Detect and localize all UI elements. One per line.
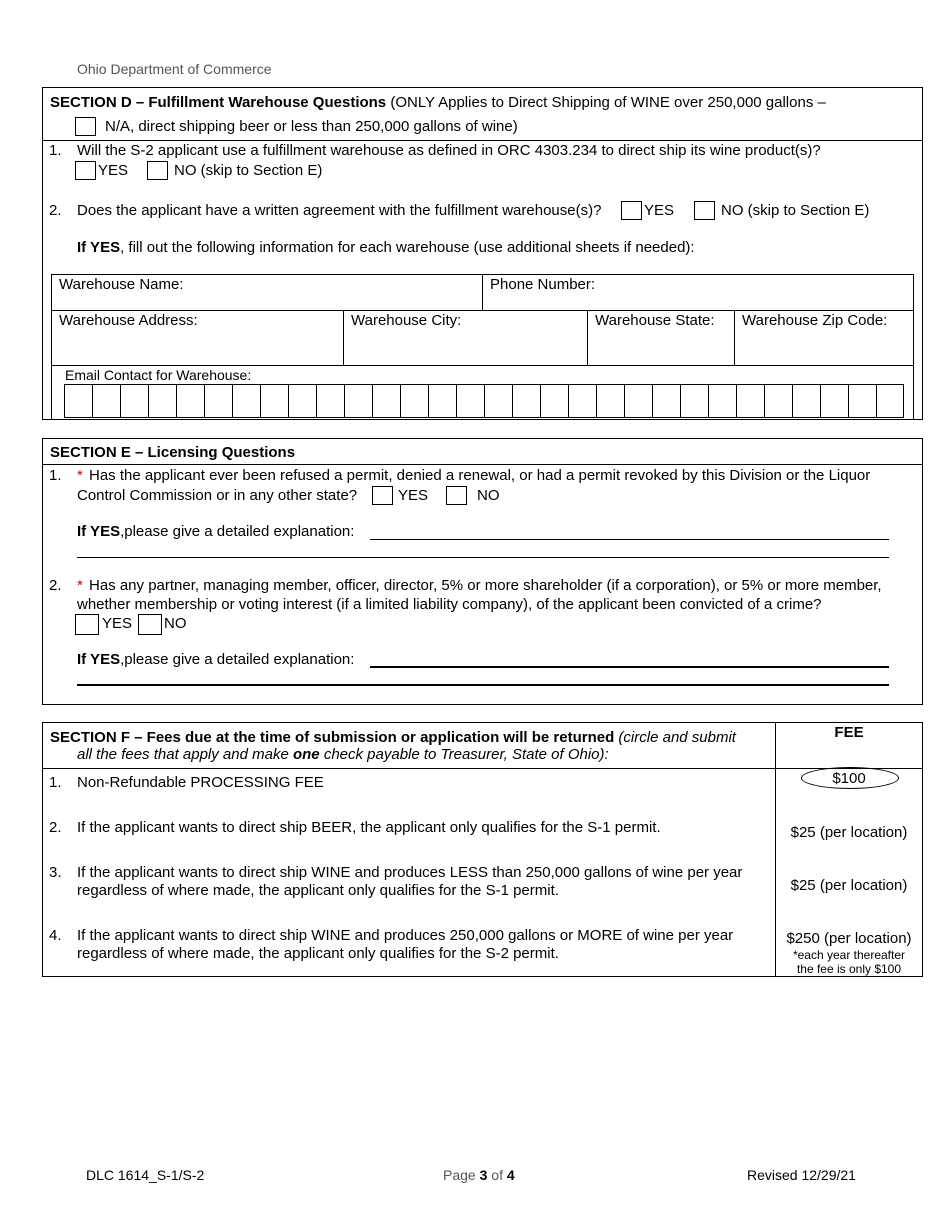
e-q1-text-2: Control Commission or in any other state? <box>77 487 358 504</box>
fee-row-number: 4. <box>49 927 62 944</box>
fee-row-description-2: regardless of where made, the applicant only qualifies for the S-1 permit. <box>77 882 559 899</box>
e-q2-yes-label: YES <box>102 615 133 632</box>
phone-number-field[interactable]: Phone Number: <box>490 276 596 293</box>
fee-amount[interactable]: $25 (per location) <box>790 824 908 841</box>
e-q2-yes-checkbox[interactable] <box>75 614 99 635</box>
e-q2-explain-line-2[interactable] <box>77 684 889 686</box>
fee-row-number: 3. <box>49 864 62 881</box>
form-id: DLC 1614_S-1/S-2 <box>86 1167 205 1183</box>
d-q2-yes-label: YES <box>644 202 675 219</box>
agency-name: Ohio Department of Commerce <box>77 61 272 77</box>
fee-row-description-2: regardless of where made, the applicant only qualifies for the S-2 permit. <box>77 945 559 962</box>
section-d-title: SECTION D – Fulfillment Warehouse Questions (ONLY Applies to Direct Shipping of WINE over 250,000 gallons – <box>50 94 826 111</box>
fee-row-description: If the applicant wants to direct ship WINE and produces 250,000 gallons or MORE of wine per year <box>77 927 734 944</box>
revised-date: Revised 12/29/21 <box>747 1167 856 1183</box>
e-q1-yes-label: YES <box>398 487 429 504</box>
email-contact-label: Email Contact for Warehouse: <box>65 367 252 383</box>
section-f-instruction: all the fees that apply and make one check payable to Treasurer, State of Ohio): <box>77 746 609 763</box>
fee-note-2: the fee is only $100 <box>796 962 902 976</box>
e-q1-no-label: NO <box>477 487 500 504</box>
warehouse-address-field[interactable]: Warehouse Address: <box>59 312 198 329</box>
warehouse-zip-field[interactable]: Warehouse Zip Code: <box>742 312 888 329</box>
warehouse-state-field[interactable]: Warehouse State: <box>595 312 715 329</box>
e-q2-text: Has any partner, managing member, officer, director, 5% or more shareholder (if a corporation), or 5% or more member, <box>89 577 882 594</box>
d-q1-yes-checkbox[interactable] <box>75 161 96 180</box>
e-q2-explain-label: If YES,please give a detailed explanation: <box>77 651 355 668</box>
e-q2-number: 2. <box>49 577 62 594</box>
e-q2-explain-line-1[interactable] <box>370 666 889 668</box>
e-q1-explain-line-2[interactable] <box>77 557 889 558</box>
d-q2-no-label: NO (skip to Section E) <box>721 202 870 219</box>
fee-note: *each year thereafter <box>792 948 906 962</box>
fee-row-description: Non-Refundable PROCESSING FEE <box>77 774 324 791</box>
d-q2-no-checkbox[interactable] <box>694 201 715 220</box>
fee-row-number: 1. <box>49 774 62 791</box>
fee-amount[interactable]: $250 (per location) <box>786 930 912 947</box>
d-q2-number: 2. <box>49 202 62 219</box>
d-q1-text: Will the S-2 applicant use a fulfillment warehouse as defined in ORC 4303.234 to direct ship its wine product(s)? <box>77 142 821 159</box>
page-number: Page 3 of 4 <box>443 1167 515 1183</box>
email-char-cells <box>64 384 904 417</box>
na-checkbox[interactable] <box>75 117 96 136</box>
e-q2-no-label: NO <box>164 615 187 632</box>
e-q1-explain-label: If YES,please give a detailed explanation: <box>77 523 355 540</box>
table-divider <box>482 274 483 310</box>
table-divider <box>587 310 588 365</box>
warehouse-name-field[interactable]: Warehouse Name: <box>59 276 184 293</box>
e-q2-text-2: whether membership or voting interest (if a limited liability company), of the applicant been convicted of a crime? <box>77 596 822 613</box>
d-q2-yes-checkbox[interactable] <box>621 201 642 220</box>
e-q2-no-checkbox[interactable] <box>138 614 162 635</box>
fee-amount[interactable]: $25 (per location) <box>790 877 908 894</box>
table-divider <box>51 310 914 311</box>
required-asterisk: * <box>77 467 83 484</box>
fee-header: FEE <box>834 724 864 741</box>
e-q1-no-checkbox[interactable] <box>446 486 467 505</box>
warehouse-city-field[interactable]: Warehouse City: <box>351 312 462 329</box>
d-q1-yes-label: YES <box>98 162 129 179</box>
divider <box>42 140 923 141</box>
fee-amount: $100 <box>832 770 866 787</box>
section-e-title: SECTION E – Licensing Questions <box>50 444 296 461</box>
d-q1-no-label: NO (skip to Section E) <box>174 162 323 179</box>
table-divider <box>343 310 344 365</box>
na-label: N/A, direct shipping beer or less than 250,000 gallons of wine) <box>105 118 518 135</box>
fee-row-number: 2. <box>49 819 62 836</box>
d-if-yes-instruction: If YES, fill out the following information for each warehouse (use additional sheets if needed): <box>77 239 695 256</box>
d-q1-no-checkbox[interactable] <box>147 161 168 180</box>
required-asterisk: * <box>77 577 83 594</box>
e-q1-explain-line-1[interactable] <box>370 539 889 540</box>
d-q2-text: Does the applicant have a written agreement with the fulfillment warehouse(s)? <box>77 202 602 219</box>
section-f-title: SECTION F – Fees due at the time of submission or application will be returned (circle and submit <box>50 729 736 746</box>
e-q1-yes-checkbox[interactable] <box>372 486 393 505</box>
e-q1-number: 1. <box>49 467 62 484</box>
divider <box>42 464 923 465</box>
fee-row-description: If the applicant wants to direct ship BEER, the applicant only qualifies for the S-1 permit. <box>77 819 661 836</box>
divider <box>42 768 923 769</box>
fee-row-description: If the applicant wants to direct ship WINE and produces LESS than 250,000 gallons of wine per year <box>77 864 743 881</box>
table-divider <box>734 310 735 365</box>
e-q1-text: Has the applicant ever been refused a permit, denied a renewal, or had a permit revoked by this Division or the Liquor <box>89 467 871 484</box>
d-q1-number: 1. <box>49 142 62 159</box>
